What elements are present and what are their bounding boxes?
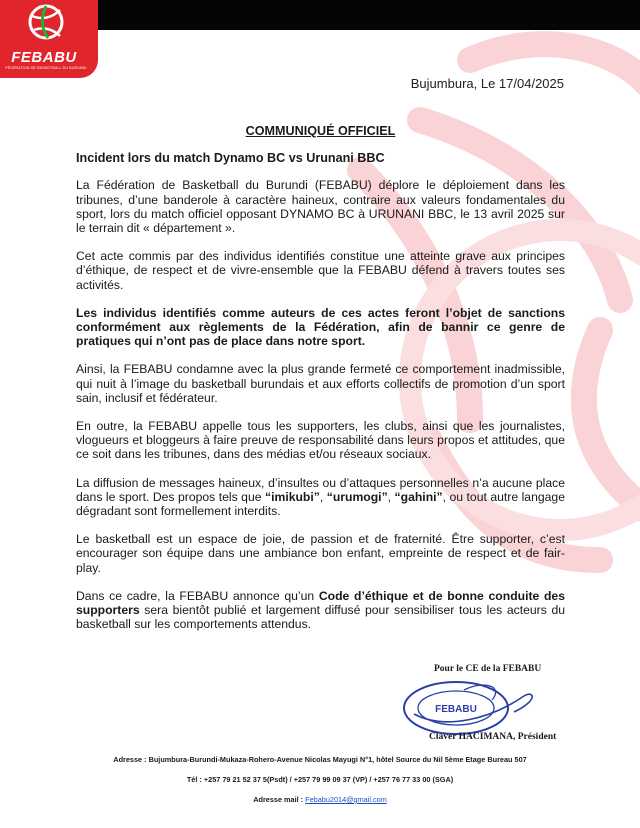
paragraph-7: Le basketball est un espace de joie, de passion et de fraternité. Être supporter, c’est encourager son équipe dans une ambiance bon enfant, empreinte de respect et de fair-play. [76,532,565,575]
footer-phone: Tél : +257 79 21 52 37 5(Psdt) / +257 79 99 09 37 (VP) / +257 76 77 33 00 (SGA) [186,775,454,784]
signature-block [394,660,557,750]
signature-heading: Pour le CE de la FEBABU [434,664,542,674]
code-ethique-highlight: Code d’éthique et de bonne conduite des supporters [76,588,565,618]
stamp-text: FEBABU [435,704,477,715]
basketball-icon [24,0,68,46]
forbidden-word-1: “imikubi” [265,489,320,504]
footer-mail-label: Adresse mail : [253,795,306,804]
document-title: COMMUNIQUÉ OFFICIEL [245,124,396,138]
paragraph-6-text-a: La diffusion de messages haineux, d’insultes ou d’attaques personnelles n’a aucune place dans le sport. Des propos tels que [76,475,565,504]
paragraph-8-text-b: sera bientôt publié et largement diffusé pour sensibiliser tous les acteurs du basketball sur les comportements attendus. [76,603,565,632]
paragraph-3: Les individus identifiés comme auteurs de ces actes feront l’objet de sanctions conformément aux règlements de la Fédération, afin de bannir ce genre de pratiques qui n’ont pas de place dans notre sport. [76,305,565,349]
document-subject: Incident lors du match Dynamo BC vs Urunani BBC [76,151,385,166]
forbidden-word-2: “urumogi” [326,489,388,504]
communique-body [76,124,565,645]
forbidden-word-3: “gahini” [394,489,443,504]
date-line: Bujumbura, Le 17/04/2025 [410,76,564,91]
paragraph-5: En outre, la FEBABU appelle tous les supporters, les clubs, ainsi que les journalistes, vlogueurs et bloggeurs à faire preuve de responsabilité dans leurs propos et attitudes, que ce soit dans les tribunes, dans des médias et/ou réseaux sociaux. [76,419,565,462]
paragraph-6-text-b: , ou tout autre langage dégradant sont formellement interdits. [76,489,565,519]
comma-1: , [319,489,327,504]
paragraph-8 [76,589,565,632]
logo-subtitle: FÉDÉRATION DE BASKETBALL DU BURUNDI [5,66,87,70]
logo-text: FEBABU [11,49,77,66]
paragraph-6 [76,476,565,519]
footer-address: Adresse : Bujumbura-Burundi-Mukaza-Rohero-Avenue Nicolas Mayugi N°1, hôtel Source du Nil 5ème Etage Bureau 507 [113,755,527,764]
paragraph-4: Ainsi, la FEBABU condamne avec la plus grande fermeté ce comportement inadmissible, qui nuit à l’image du basketball burundais et aux efforts collectifs de promotion d’un sport sain, inclusif et fédérateur. [76,362,565,405]
header-bar [78,0,640,30]
paragraph-8-text-a: Dans ce cadre, la FEBABU annonce qu’un [76,588,319,603]
paragraph-2: Cet acte commis par des individus identifiés constitue une atteinte grave aux principes d’éthique, de respect et de vivre-ensemble que la FEBABU défend à travers toutes ses activités. [76,249,565,292]
footer-mail-line [0,795,640,804]
comma-2: , [387,489,395,504]
paragraph-1: La Fédération de Basketball du Burundi (FEBABU) déplore le déploiement dans les tribunes, d’une banderole à caractère haineux, contraire aux valeurs fondamentales du sport, lors du match officiel opposant DYNAMO BC à URUNANI BBC, le 13 avril 2025 sur le terrain dit « département ». [76,178,565,236]
febabu-logo [0,0,98,78]
signatory-name: Claver HACIMANA, Président [429,732,557,742]
footer-mail-link[interactable]: Febabu2014@gmail.com [305,795,387,804]
